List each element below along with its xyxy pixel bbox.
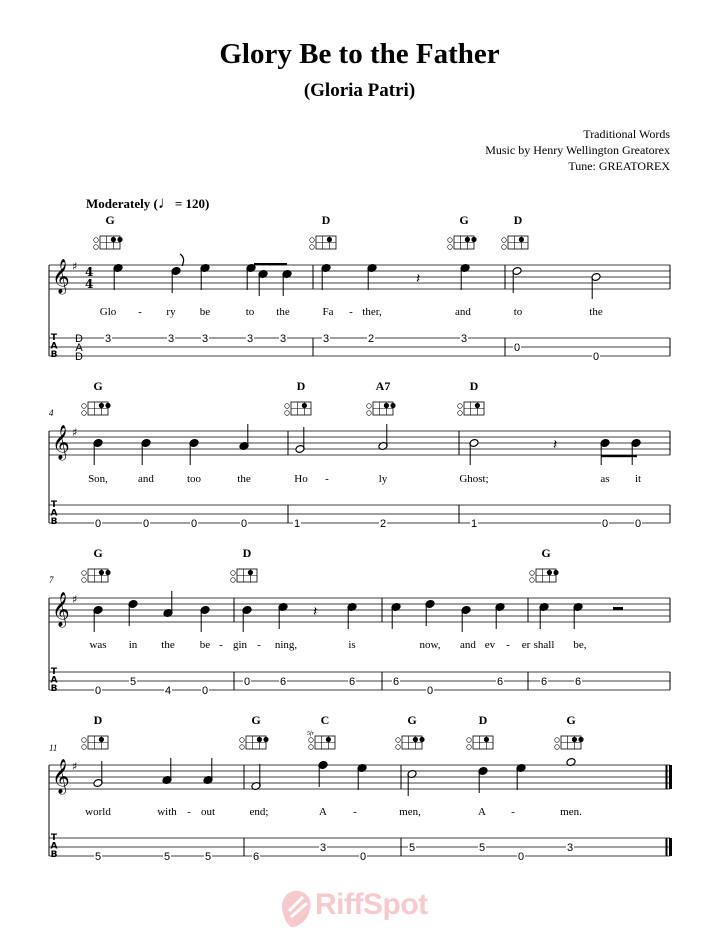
lyric-syllable: A	[319, 806, 327, 818]
tab-fret-number: 0	[190, 518, 198, 530]
tuning-letter: D	[75, 351, 83, 363]
beam	[601, 455, 637, 457]
lyric-syllable: the	[276, 306, 290, 318]
tuning-letter: A	[75, 342, 83, 354]
credit-music: Music by Henry Wellington Greatorex	[485, 143, 670, 157]
lyric-syllable: be	[199, 639, 211, 651]
tab-fret-number: 3	[566, 842, 574, 854]
song-title: Glory Be to the Father	[219, 38, 500, 70]
chord-name: A7	[375, 379, 391, 393]
open-string-icon	[309, 738, 314, 743]
time-signature-bottom: 4	[85, 277, 94, 291]
lyric-syllable: er	[521, 639, 531, 651]
finger-dot-icon	[99, 403, 104, 408]
lyric-syllable: the	[161, 639, 175, 651]
lyric-syllable: in	[128, 639, 138, 651]
open-string-icon	[530, 578, 535, 583]
tab-fret-number: 0	[142, 518, 150, 530]
sharp-icon: ♯	[72, 593, 78, 606]
tab-fret-number: 5	[408, 842, 416, 854]
tab-fret-number: 4	[164, 685, 172, 697]
finger-dot-icon	[111, 237, 116, 242]
open-string-icon	[555, 738, 560, 743]
open-string-icon	[555, 745, 560, 750]
tab-fret-number: 6	[392, 676, 400, 688]
lyric-syllable: -	[187, 806, 191, 818]
finger-dot-icon	[553, 570, 558, 575]
tab-fret-number: 3	[201, 333, 209, 345]
finger-dot-icon	[263, 737, 268, 742]
sharp-icon: ♯	[72, 426, 78, 439]
tab-fret-number: 6	[348, 676, 356, 688]
open-string-icon	[458, 411, 463, 416]
lyric-syllable: with	[157, 806, 177, 818]
quarter-rest-icon: 𝄽	[553, 437, 558, 453]
finger-dot-icon	[413, 737, 418, 742]
lyric-syllable: men.	[560, 806, 582, 818]
tab-clef-letter: B	[50, 850, 58, 860]
lyric-syllable: be	[199, 306, 211, 318]
measure-number: 7	[49, 575, 54, 585]
lyric-syllable: is	[348, 639, 356, 651]
lyric-syllable: Glo	[99, 306, 117, 318]
lyric-syllable: end;	[249, 806, 269, 818]
open-string-icon	[448, 238, 453, 243]
quarter-rest-icon: 𝄽	[313, 604, 318, 620]
tab-fret-number: 6	[252, 851, 260, 863]
open-string-icon	[231, 578, 236, 583]
finger-dot-icon	[99, 570, 104, 575]
open-string-icon	[310, 238, 315, 243]
tab-fret-number: 3	[104, 333, 112, 345]
credit-tune: Tune: GREATOREX	[568, 159, 670, 173]
tab-clef-letter: T	[50, 500, 58, 510]
tab-fret-number: 6	[574, 676, 582, 688]
lyric-syllable: and	[460, 639, 476, 651]
chord-name: G	[251, 713, 261, 727]
watermark-text: RiffSpot	[315, 888, 428, 921]
measure-number: 4	[49, 408, 54, 418]
finger-dot-icon	[99, 737, 104, 742]
lyric-syllable: Son,	[88, 473, 108, 485]
tab-clef-letter: A	[50, 341, 58, 352]
tab-fret-number: 0	[426, 685, 434, 697]
lyric-syllable: as	[600, 473, 610, 485]
chord-name: C	[320, 713, 330, 727]
lyric-syllable: now,	[419, 639, 441, 651]
tab-fret-number: 0	[201, 685, 209, 697]
chord-name: G	[459, 213, 469, 227]
lyric-syllable: men,	[399, 806, 421, 818]
half-rest-icon	[613, 607, 623, 610]
tab-fret-number: 5	[129, 676, 137, 688]
open-string-icon	[309, 745, 314, 750]
open-string-icon	[467, 738, 472, 743]
tab-fret-number: 2	[379, 518, 387, 530]
final-barline	[669, 765, 672, 789]
chord-name: D	[321, 213, 331, 227]
open-string-icon	[240, 738, 245, 743]
open-string-icon	[502, 238, 507, 243]
tab-fret-number: 6	[279, 676, 287, 688]
chord-name: G	[566, 713, 576, 727]
tuning-letter: D	[75, 333, 83, 345]
chord-name: D	[242, 546, 252, 560]
chord-name: G	[105, 213, 115, 227]
chord-name: D	[513, 213, 523, 227]
finger-dot-icon	[475, 403, 480, 408]
finger-dot-icon	[302, 403, 307, 408]
lyric-syllable: and	[455, 306, 471, 318]
lyric-syllable: A	[478, 806, 486, 818]
finger-dot-icon	[519, 237, 524, 242]
finger-dot-icon	[105, 403, 110, 408]
open-string-icon	[82, 738, 87, 743]
lyric-syllable: to	[245, 306, 255, 318]
finger-dot-icon	[105, 570, 110, 575]
credit-words: Traditional Words	[583, 127, 670, 141]
tab-fret-number: 6	[496, 676, 504, 688]
lyric-syllable: -	[349, 306, 353, 318]
lyric-syllable: -	[511, 806, 515, 818]
chord-name: G	[407, 713, 417, 727]
tab-fret-number: 3	[167, 333, 175, 345]
tab-fret-number: 0	[634, 518, 642, 530]
lyric-syllable: -	[353, 806, 357, 818]
fret-position-label: 5fr	[307, 731, 315, 737]
open-string-icon	[467, 745, 472, 750]
tab-fret-number: 3	[319, 842, 327, 854]
open-string-icon	[82, 411, 87, 416]
tab-fret-number: 3	[322, 333, 330, 345]
open-string-icon	[396, 745, 401, 750]
finger-dot-icon	[327, 237, 332, 242]
open-string-icon	[367, 411, 372, 416]
lyric-syllable: ev	[484, 639, 496, 651]
tab-fret-number: 5	[204, 851, 212, 863]
finger-dot-icon	[390, 403, 395, 408]
open-string-icon	[82, 578, 87, 583]
open-string-icon	[82, 571, 87, 576]
lyric-syllable: ry	[166, 306, 176, 318]
lyric-syllable: Fa	[322, 306, 334, 318]
time-signature-top: 4	[85, 265, 94, 279]
tab-fret-number: 0	[601, 518, 609, 530]
tab-fret-number: 5	[163, 851, 171, 863]
tab-fret-number: 1	[293, 518, 301, 530]
finger-dot-icon	[572, 737, 577, 742]
treble-clef-icon: 𝄞	[52, 759, 70, 794]
quarter-rest-icon: 𝄽	[416, 271, 421, 287]
tab-clef-letter: T	[50, 667, 58, 677]
open-string-icon	[285, 411, 290, 416]
tab-fret-number: 0	[359, 851, 367, 863]
treble-clef-icon: 𝄞	[52, 592, 70, 627]
finger-dot-icon	[419, 737, 424, 742]
chord-name: D	[93, 713, 103, 727]
tab-fret-number: 3	[279, 333, 287, 345]
tab-clef-letter: B	[50, 684, 58, 694]
tab-fret-number: 5	[94, 851, 102, 863]
finger-dot-icon	[248, 570, 253, 575]
open-string-icon	[310, 245, 315, 250]
tempo-bpm: = 120	[174, 196, 206, 211]
sharp-icon: ♯	[72, 760, 78, 773]
finger-dot-icon	[257, 737, 262, 742]
tab-fret-number: 0	[592, 351, 600, 363]
open-string-icon	[458, 404, 463, 409]
open-string-icon	[94, 238, 99, 243]
lyric-syllable: to	[513, 306, 523, 318]
open-string-icon	[448, 245, 453, 250]
finger-dot-icon	[471, 237, 476, 242]
tab-fret-number: 3	[460, 333, 468, 345]
tab-fret-number: 1	[470, 518, 478, 530]
finger-dot-icon	[117, 237, 122, 242]
chord-name: G	[541, 546, 551, 560]
chord-name: D	[469, 379, 479, 393]
open-string-icon	[82, 745, 87, 750]
tab-fret-number: 0	[94, 518, 102, 530]
open-string-icon	[285, 404, 290, 409]
chord-name: D	[296, 379, 306, 393]
open-string-icon	[231, 571, 236, 576]
lyric-syllable: -	[138, 306, 142, 318]
lyric-syllable: it	[634, 473, 642, 485]
tab-fret-number: 0	[94, 685, 102, 697]
lyric-syllable: too	[186, 473, 202, 485]
open-string-icon	[396, 738, 401, 743]
tab-clef-letter: B	[50, 517, 58, 527]
lyric-syllable: shall	[533, 639, 555, 651]
lyric-syllable: ly	[378, 473, 388, 485]
tab-fret-number: 6	[540, 676, 548, 688]
beam	[254, 263, 287, 265]
lyric-syllable: Ghost;	[459, 473, 489, 485]
tab-clef-letter: A	[50, 508, 58, 519]
tempo-label: Moderately	[86, 196, 151, 211]
sharp-icon: ♯	[72, 260, 78, 273]
open-string-icon	[240, 745, 245, 750]
lyric-syllable: -	[506, 639, 510, 651]
lyric-syllable: -	[219, 639, 223, 651]
chord-name: G	[93, 379, 103, 393]
tab-fret-number: 0	[517, 851, 525, 863]
tempo-paren-open: (	[153, 196, 158, 211]
treble-clef-icon: 𝄞	[52, 425, 70, 460]
lyric-syllable: Ho	[294, 473, 308, 485]
tab-clef-letter: T	[50, 833, 58, 843]
tab-fret-number: 0	[243, 676, 251, 688]
finger-dot-icon	[326, 737, 331, 742]
lyric-syllable: gin	[232, 639, 248, 651]
lyric-syllable: ther,	[362, 306, 382, 318]
tab-fret-number: 0	[513, 342, 521, 354]
tab-fret-number: 3	[246, 333, 254, 345]
finger-dot-icon	[547, 570, 552, 575]
open-string-icon	[82, 404, 87, 409]
open-string-icon	[530, 571, 535, 576]
lyric-syllable: ning,	[274, 639, 298, 651]
finger-dot-icon	[484, 737, 489, 742]
lyric-syllable: out	[200, 806, 216, 818]
quarter-note-icon: ♩	[157, 193, 175, 212]
lyric-syllable: -	[325, 473, 329, 485]
tempo-paren-close: )	[205, 196, 210, 211]
tab-clef-letter: T	[50, 333, 58, 343]
open-string-icon	[367, 404, 372, 409]
tab-clef-letter: B	[50, 350, 58, 360]
tab-fret-number: 2	[367, 333, 375, 345]
song-subtitle: (Gloria Patri)	[303, 80, 416, 101]
lyric-syllable: the	[589, 306, 603, 318]
finger-dot-icon	[384, 403, 389, 408]
tab-clef-letter: A	[50, 841, 58, 852]
finger-dot-icon	[465, 237, 470, 242]
lyric-syllable: the	[237, 473, 251, 485]
lyric-syllable: -	[257, 639, 261, 651]
tab-fret-number: 0	[240, 518, 248, 530]
lyric-syllable: and	[138, 473, 154, 485]
measure-number: 11	[49, 743, 58, 753]
tab-fret-number: 5	[478, 842, 486, 854]
final-barline	[669, 838, 672, 856]
open-string-icon	[94, 245, 99, 250]
lyric-syllable: was	[89, 639, 107, 651]
chord-name: D	[478, 713, 488, 727]
tab-clef-letter: A	[50, 675, 58, 686]
lyric-syllable: world	[85, 806, 111, 818]
open-string-icon	[502, 245, 507, 250]
treble-clef-icon: 𝄞	[52, 259, 70, 294]
chord-name: G	[93, 546, 103, 560]
finger-dot-icon	[578, 737, 583, 742]
eighth-flag-icon	[180, 254, 184, 266]
lyric-syllable: be,	[573, 639, 587, 651]
